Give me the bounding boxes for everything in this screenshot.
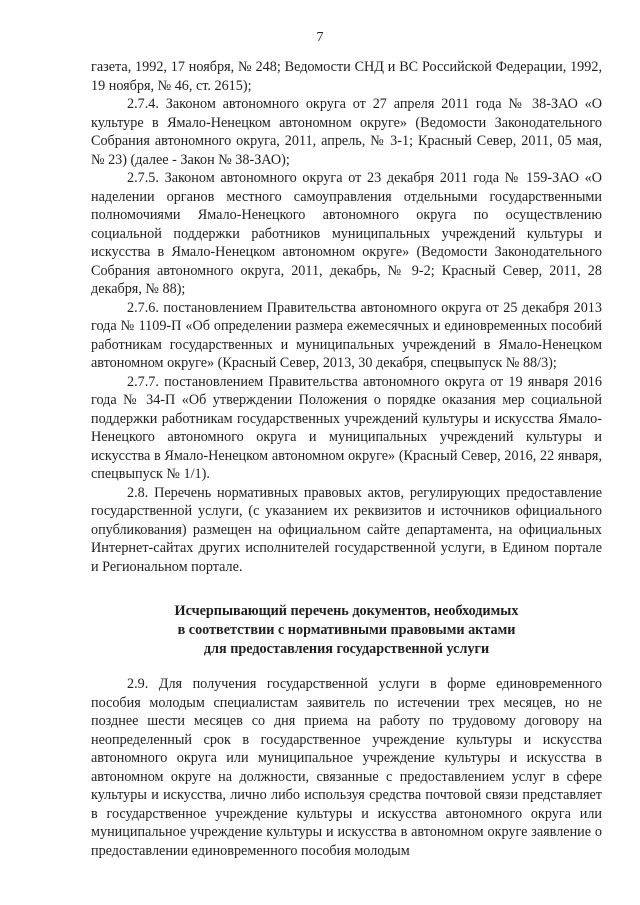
paragraph-2-8: 2.8. Перечень нормативных правовых актов, регулирующих предоставление государственной услуги, (с указанием их реквизитов и источников официального опубликования) размещен на официальном сайте департамента, на официальных Интернет-сайтах других исполнителей государственной услуги, в Едином портале и Региональном портале. (91, 484, 602, 575)
heading-line-2: в соответствии с нормативными правовыми актами (177, 622, 516, 638)
paragraph-2-9: 2.9. Для получения государственной услуги в форме единовременного пособия молодым специалистам заявитель по истечении трех месяцев, но не позднее шести месяцев со дня приема на работу по трудовому договору на неопределенный срок в государственное учреждение культуры и искусства автономного округа или муниципальное учреждение культуры и искусства в автономном округе на должности, связанные с предоставлением услуг в сфере культуры и искусства, лично либо используя средства почтовой связи представляет в государственное учреждение культуры и искусства автономного округа или муниципальное учреждение культуры и искусства в автономном округе заявление о предоставлении единовременного пособия молодым (91, 676, 602, 859)
heading-line-3: для предоставления государственной услуги (203, 641, 490, 657)
spacer (91, 659, 602, 675)
paragraph-continuation: газета, 1992, 17 ноября, № 248; Ведомости СНД и ВС Российской Федерации, 1992, 19 ноября, № 46, ст. 2615); (91, 59, 602, 94)
paragraph-2-7-4: 2.7.4. Законом автономного округа от 27 апреля 2011 года № 38-ЗАО «О культуре в Ямало-Ненецком автономном округе» (Ведомости Законодательного Собрания автономного округа, 2011, апрель, № 3-1; Красный Север, 2011, 05 мая, № 23) (далее - Закон № 38-ЗАО); (91, 96, 602, 168)
document-body (91, 58, 602, 860)
paragraph-2-7-5: 2.7.5. Законом автономного округа от 23 декабря 2011 года № 159-ЗАО «О наделении органов местного самоуправления отдельными государственными полномочиями Ямало-Ненецкого автономного округа по осуществлению социальной поддержки работников муниципальных учреждений культуры и искусства в Ямало-Ненецком автономном округе» (Ведомости Законодательного Собрания автономного округа, 2011, декабрь, № 9-2; Красный Север, 2011, 28 декабря, № 88); (91, 170, 602, 297)
heading-line-1: Исчерпывающий перечень документов, необходимых (174, 603, 519, 619)
page-number: 7 (316, 30, 324, 45)
paragraph-2-7-7: 2.7.7. постановлением Правительства автономного округа от 19 января 2016 года № 34-П «Об утверждении Положения о порядке оказания мер социальной поддержки работникам государственных учреждений культуры и искусства Ямало-Ненецкого автономного округа и муниципальных учреждений культуры и искусства в Ямало-Ненецком автономном округе» (Красный Север, 2016, 22 января, спецвыпуск № 1/1). (91, 373, 602, 482)
section-heading (91, 602, 602, 659)
paragraph-2-7-6: 2.7.6. постановлением Правительства автономного округа от 25 декабря 2013 года № 1109-П «Об определении размера ежемесячных и единовременных пособий работникам государственных и муниципальных учреждений в Ямало-Ненецком автономном округе» (Красный Север, 2013, 30 декабря, спецвыпуск № 88/3); (91, 299, 602, 371)
